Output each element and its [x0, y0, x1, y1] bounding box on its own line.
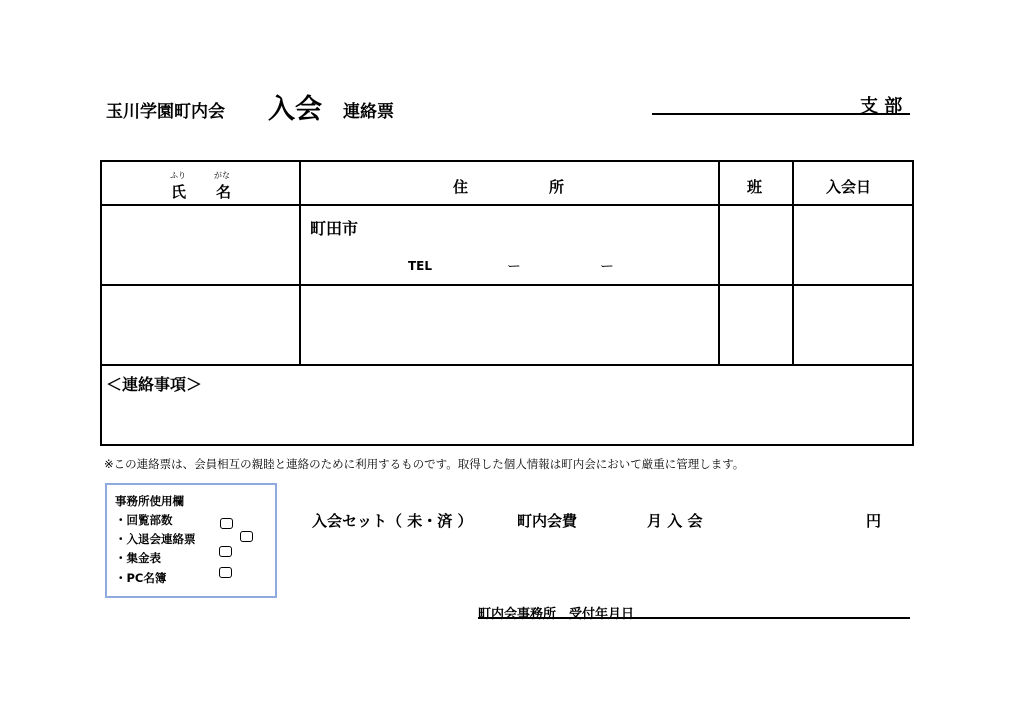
tel-dash-1: ー	[507, 259, 521, 275]
office-use-title: 事務所使用欄	[115, 494, 184, 508]
col-header-address-2: 所	[549, 178, 565, 196]
checkbox-join-leave[interactable]	[240, 531, 253, 542]
join-title: 入会	[268, 94, 322, 125]
office-item-collection: ・集金表	[115, 551, 161, 565]
office-use-box	[105, 483, 277, 598]
tel-label: TEL	[408, 259, 433, 273]
name-ruby-furi: ふり	[170, 171, 186, 180]
office-item-join-leave: ・入退会連絡票	[115, 532, 196, 546]
col-divider-name	[299, 162, 301, 366]
col-divider-address	[718, 162, 720, 366]
office-item-circulation: ・回覧部数	[115, 513, 173, 527]
notes-label: ＜連絡事項＞	[106, 375, 203, 394]
col-header-address-1: 住	[453, 178, 469, 196]
col-header-group: 班	[747, 178, 763, 196]
reception-date-label: 町内会事務所 受付年月日	[478, 607, 635, 622]
checkbox-collection[interactable]	[219, 546, 232, 557]
join-set-status: 入会セット（ 未・済 ）	[312, 512, 473, 530]
row2-divider	[102, 364, 912, 366]
yen-label: 円	[866, 512, 882, 530]
office-item-pc-roster: ・PC名簿	[115, 571, 167, 585]
address-city: 町田市	[310, 219, 359, 238]
checkbox-circulation[interactable]	[220, 518, 233, 529]
col-divider-group	[792, 162, 794, 366]
join-month-label: 月 入 会	[647, 512, 703, 530]
fee-label: 町内会費	[517, 512, 578, 530]
col-header-join-date: 入会日	[826, 178, 872, 196]
form-name: 連絡票	[343, 102, 394, 122]
col-header-name-2: 名	[216, 183, 232, 201]
org-name: 玉川学園町内会	[106, 102, 225, 122]
name-ruby-gana: がな	[214, 171, 230, 180]
privacy-note: ※この連絡票は、会員相互の親睦と連絡のために利用するものです。取得した個人情報は町内会において厳重に管理します。	[104, 457, 745, 471]
reception-underline	[478, 617, 910, 619]
membership-form-table	[100, 160, 914, 446]
branch-label: 支 部	[860, 96, 903, 117]
checkbox-pc-roster[interactable]	[219, 567, 232, 578]
col-header-name-1: 氏	[171, 183, 187, 201]
row1-divider	[102, 284, 912, 286]
header-row-divider	[102, 204, 912, 206]
tel-dash-2: ー	[600, 259, 614, 275]
